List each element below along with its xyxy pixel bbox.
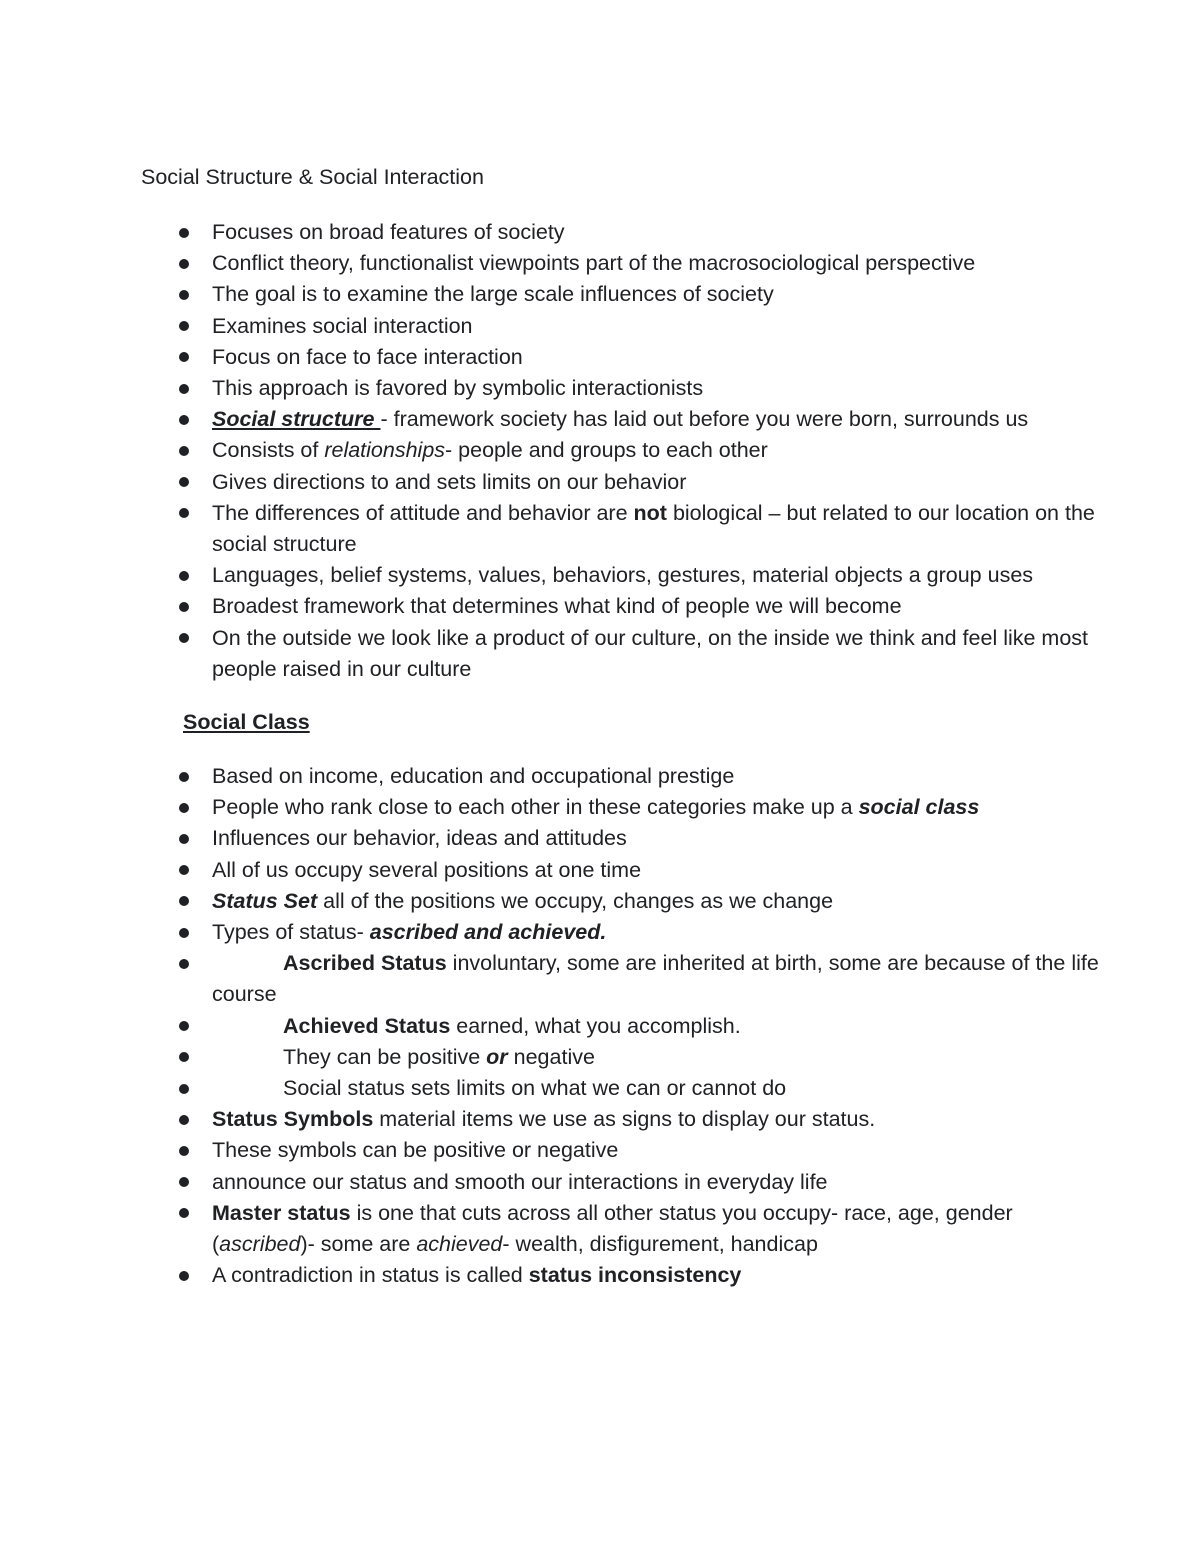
list-item-text [212,823,1101,854]
text-run: all of the positions we occupy, changes as we change [317,888,834,913]
text-run: Conflict theory, functionalist viewpoints part of the macrosociological perspective [212,251,976,276]
text-run: The goal is to examine the large scale influences of society [212,282,774,307]
bullet-icon [179,896,189,906]
bullet-icon [179,959,189,969]
text-run: The differences of attitude and behavior are [212,500,634,525]
text-run: - wealth, disfigurement, handicap [502,1232,818,1257]
bullet-icon [179,446,189,456]
text-run: A contradiction in status is called [212,1263,529,1288]
list-item-text [212,917,1101,948]
list-item-text [212,1260,1101,1291]
list-item-text [212,1167,1101,1198]
bullet-icon [179,1084,189,1094]
list-item [141,823,1101,854]
bullet-list-social-class [141,761,1101,1291]
list-item-text [212,1042,1101,1073]
text-run: Types of status- [212,920,370,945]
list-item [141,373,1101,404]
bullet-icon [179,865,189,875]
list-item [141,917,1101,948]
list-item-text [212,311,1101,342]
text-run: biological – but related to our location on the social structure [212,500,1095,557]
list-item [141,948,1101,1010]
bullet-icon [179,803,189,813]
bullet-icon [179,508,189,518]
list-item [141,248,1101,279]
text-run: These symbols can be positive or negative [212,1138,619,1163]
list-item [141,761,1101,792]
list-item-text [212,248,1101,279]
text-run: Gives directions to and sets limits on our behavior [212,469,687,494]
list-item-text [212,948,1101,1010]
list-item [141,591,1101,622]
bullet-icon [179,352,189,362]
document-body [141,162,1101,1292]
list-item [141,1198,1101,1260]
list-item-text [212,435,1101,466]
text-run: not [633,500,667,525]
list-item [141,792,1101,823]
text-run: announce our status and smooth our interactions in everyday life [212,1169,828,1194]
bullet-icon [179,259,189,269]
text-run: Focus on face to face interaction [212,344,523,369]
text-run: Ascribed Status [283,951,447,976]
text-run: ascribed [219,1232,301,1257]
list-item-text [212,1011,1101,1042]
list-item-text [212,591,1101,622]
list-item [141,623,1101,685]
bullet-icon [179,1271,189,1281]
list-item-text [212,467,1101,498]
text-run: ascribed and achieved. [369,920,607,945]
bullet-list-social-structure [141,217,1101,685]
text-run: Status Symbols [212,1107,374,1132]
text-run: Languages, belief systems, values, behaviors, gestures, material objects a group uses [212,563,1034,588]
list-item [141,886,1101,917]
text-run: On the outside we look like a product of our culture, on the inside we think and feel like most people raised in our culture [212,625,1089,681]
bullet-icon [179,290,189,300]
text-run: Focuses on broad features of society [212,220,565,244]
text-run: earned, what you accomplish. [450,1013,741,1038]
bullet-icon [179,228,189,238]
list-item [141,560,1101,591]
list-item [141,279,1101,310]
text-run: They can be positive [283,1044,487,1069]
bullet-icon [179,384,189,394]
text-run: or [486,1044,508,1069]
list-item [141,1073,1101,1104]
list-item-text [212,886,1101,917]
text-run: Based on income, education and occupational prestige [212,764,735,789]
list-item [141,1042,1101,1073]
list-item-text [212,498,1101,560]
list-item [141,1167,1101,1198]
text-run: Achieved Status [283,1013,451,1038]
list-item [141,498,1101,560]
bullet-icon [179,477,189,487]
section-heading-social-class: Social Class [183,710,310,735]
document-title: Social Structure & Social Interaction [141,165,484,189]
text-run: Social status sets limits on what we can or cannot do [283,1076,787,1101]
list-item-text [212,217,1101,248]
list-item [141,1135,1101,1166]
text-run: This approach is favored by symbolic interactionists [212,376,704,401]
bullet-icon [179,633,189,643]
text-run: All of us occupy several positions at one time [212,857,642,882]
bullet-icon [179,321,189,331]
list-item-text [212,373,1101,404]
bullet-icon [179,1208,189,1218]
text-run: is one that cuts across all other status you occupy- race, age, gender ( [212,1200,1013,1257]
list-item [141,1104,1101,1135]
bullet-icon [179,928,189,938]
list-item-text [212,1104,1101,1135]
list-item [141,342,1101,373]
list-item-text [212,404,1101,435]
text-run: Examines social interaction [212,313,473,338]
list-item-text [212,1198,1101,1260]
bullet-icon [179,1115,189,1125]
text-run: - framework society has laid out before you were born, surrounds us [380,407,1029,432]
list-item [141,1260,1101,1291]
list-item [141,467,1101,498]
list-item-text [212,279,1101,310]
bullet-icon [179,772,189,782]
list-item-text [212,792,1101,823]
list-item [141,217,1101,248]
bullet-icon [179,1177,189,1187]
bullet-icon [179,415,189,425]
text-run: Social structure [212,407,381,432]
list-item [141,311,1101,342]
list-item-text [212,560,1101,591]
list-item-text [212,1073,1101,1104]
text-run: Status Set [212,888,318,913]
list-item [141,404,1101,435]
list-item-text [212,623,1101,685]
list-item [141,855,1101,886]
text-run: material items we use as signs to display our status. [373,1107,876,1132]
bullet-icon [179,602,189,612]
list-item-text [212,761,1101,792]
bullet-icon [179,571,189,581]
list-item-text [212,855,1101,886]
text-run: Broadest framework that determines what kind of people we will become [212,594,902,619]
text-run: achieved [416,1232,503,1257]
text-run: Master status [212,1200,351,1225]
bullet-icon [179,1146,189,1156]
text-run: social class [858,795,980,820]
text-run: People who rank close to each other in these categories make up a [212,795,859,820]
list-item-text [212,342,1101,373]
bullet-icon [179,834,189,844]
list-item [141,1011,1101,1042]
text-run: status inconsistency [528,1263,742,1288]
text-run: relationships [324,438,446,463]
text-run: Influences our behavior, ideas and attitudes [212,826,627,851]
text-run: involuntary, some are inherited at birth, some are because of the life course [212,951,1099,1007]
list-item-text [212,1135,1101,1166]
text-run: negative [507,1044,595,1069]
list-item [141,435,1101,466]
text-run: - people and groups to each other [445,438,768,463]
bullet-icon [179,1021,189,1031]
text-run: )- some are [300,1232,417,1257]
text-run: Consists of [212,438,325,463]
bullet-icon [179,1052,189,1062]
